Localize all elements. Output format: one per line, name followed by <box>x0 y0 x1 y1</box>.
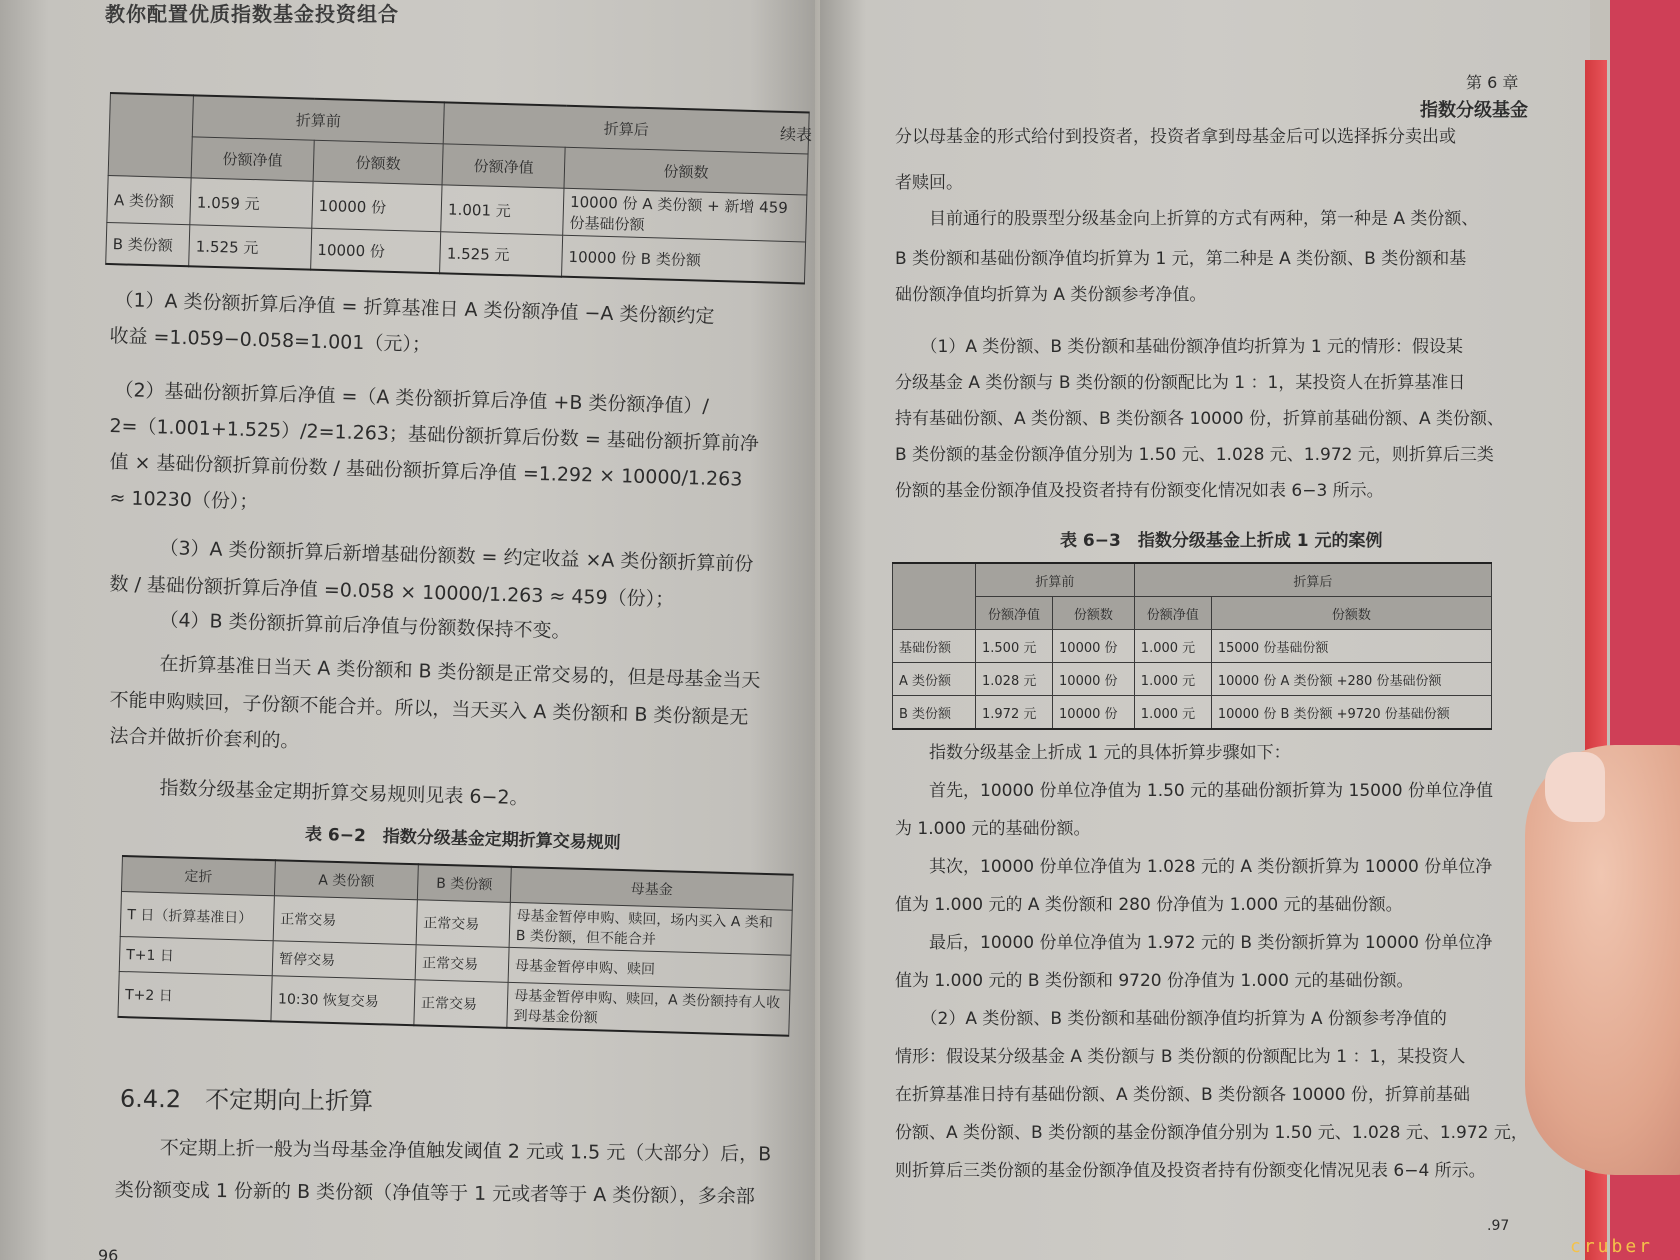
trading-rules-table <box>117 855 793 1037</box>
body-text: （2）A 类份额、B 类份额和基础份额净值均折算为 A 份额参考净值的 <box>895 1009 1447 1029</box>
table-caption: 表 6−2 指数分级基金定期折算交易规则 <box>304 824 621 854</box>
table-cell: 15000 份基础份额 <box>1211 630 1491 663</box>
group-header: 折算前 <box>192 95 444 143</box>
body-text: B 类份额的基金份额净值分别为 1.50 元、1.028 元、1.972 元，则折算后三类 <box>895 445 1494 465</box>
body-text: 指数分级基金上折成 1 元的具体折算步骤如下： <box>895 743 1291 763</box>
body-text: （1）A 类份额折算后净值 = 折算基准日 A 类份额净值 −A 类份额约定 <box>114 288 715 328</box>
group-header: 折算后 <box>443 102 809 154</box>
table-header: 定折 <box>121 856 275 896</box>
table-cell: 母基金暂停申购、赎回，A 类份额持有人收到母基金份额 <box>507 982 790 1035</box>
table-row <box>893 696 1492 730</box>
table-header: 母基金 <box>510 867 793 910</box>
body-text: 值 × 基础份额折算前份数 / 基础份额折算后净值 =1.292 × 10000/1.263 <box>109 450 743 491</box>
table-cell: 10000 份 B 类份额 <box>562 235 806 283</box>
body-text: 指数分级基金定期折算交易规则见表 6−2。 <box>159 776 529 810</box>
sub-header: 份额净值 <box>191 137 314 181</box>
table-cell: 1.059 元 <box>190 178 313 228</box>
table-cell: 暂停交易 <box>272 941 416 980</box>
chapter-number: 第 6 章 <box>1466 73 1519 92</box>
table-cell: 10000 份 B 类份额 +9720 份基础份额 <box>1211 696 1491 730</box>
body-text: 在折算基准日持有基础份额、A 类份额、B 类份额各 10000 份，折算前基础 <box>895 1085 1470 1105</box>
table-cell: 1.000 元 <box>1134 696 1211 730</box>
body-text: 在折算基准日当天 A 类份额和 B 类份额是正常交易的，但是母基金当天 <box>159 652 761 692</box>
table-cell: 1.525 元 <box>189 225 312 270</box>
body-text: 收益 =1.059−0.058=1.001（元）； <box>109 324 432 356</box>
table-caption: 表 6−3 指数分级基金上折成 1 元的案例 <box>1060 531 1383 551</box>
sub-header: 份额净值 <box>442 144 565 188</box>
body-text: 法合并做折价套利的。 <box>109 724 300 753</box>
page-number: 96 <box>98 1246 119 1260</box>
table-cell: 正常交易 <box>273 896 417 945</box>
body-text: ≈ 10230（份）； <box>109 486 259 514</box>
body-text: 为 1.000 元的基础份额。 <box>895 819 1091 839</box>
section-title: 6.4.2 不定期向上折算 <box>119 1084 374 1116</box>
table-cell: 正常交易 <box>414 980 508 1028</box>
table-corner <box>893 563 976 630</box>
body-text: 础份额净值均折算为 A 类份额参考净值。 <box>895 285 1207 305</box>
table-cell: 1.500 元 <box>976 630 1053 663</box>
table-cell: 1.525 元 <box>440 232 563 277</box>
sub-header: 份额净值 <box>1134 597 1211 630</box>
body-text: （1）A 类份额、B 类份额和基础份额净值均折算为 1 元的情形：假设某 <box>895 337 1464 357</box>
body-text: 份额的基金份额净值及投资者持有份额变化情况如表 6−3 所示。 <box>895 481 1384 501</box>
table-cell: 10000 份 <box>1053 663 1135 696</box>
sub-header: 份额净值 <box>976 597 1053 630</box>
body-text: 者赎回。 <box>895 173 963 193</box>
table-cell: 10000 份 A 类份额 +280 份基础份额 <box>1211 663 1491 696</box>
example-table <box>892 562 1492 730</box>
body-text: 数 / 基础份额折算后净值 =0.058 × 10000/1.263 ≈ 459（份）； <box>109 572 675 611</box>
body-text: B 类份额和基础份额净值均折算为 1 元，第二种是 A 类份额、B 类份额和基 <box>895 249 1467 269</box>
table-row <box>893 663 1492 696</box>
table-cell: 10:30 恢复交易 <box>271 976 415 1025</box>
table-cell: 10000 份 <box>310 228 441 273</box>
body-text: （3）A 类份额折算后新增基础份额数 = 约定收益 ×A 类份额折算前份 <box>159 536 754 576</box>
chapter-title: 指数分级基金 <box>1420 100 1528 121</box>
sub-header: 份额数 <box>564 147 808 195</box>
body-text: 情形：假设某分级基金 A 类份额与 B 类份额的份额配比为 1 ：1，某投资人 <box>895 1047 1466 1067</box>
table-cell: 10000 份 <box>1053 696 1135 730</box>
table-header: B 类份额 <box>417 864 511 902</box>
body-text: 则折算后三类份额的基金份额净值及投资者持有份额变化情况见表 6−4 所示。 <box>895 1161 1486 1181</box>
table-cell: 基础份额 <box>893 630 976 663</box>
group-header: 折算前 <box>976 563 1135 597</box>
continued-table <box>105 92 810 284</box>
body-text: 目前通行的股票型分级基金向上折算的方式有两种，第一种是 A 类份额、 <box>895 209 1479 229</box>
body-text: 其次，10000 份单位净值为 1.028 元的 A 类份额折算为 10000 份单位净 <box>895 857 1493 877</box>
sub-header: 份额数 <box>1211 597 1491 630</box>
table-header: A 类份额 <box>274 860 418 899</box>
sub-header: 份额数 <box>1053 597 1135 630</box>
body-text: 值为 1.000 元的 A 类份额和 280 份净值为 1.000 元的基础份额。 <box>895 895 1403 915</box>
table-cell: 1.028 元 <box>976 663 1053 696</box>
body-text: （4）B 类份额折算前后净值与份额数保持不变。 <box>159 608 571 643</box>
table-cell: 正常交易 <box>416 900 510 948</box>
table-cell: B 类份额 <box>106 222 190 266</box>
table-cell: 母基金暂停申购、赎回 <box>508 947 791 990</box>
table-cell: 1.000 元 <box>1134 663 1211 696</box>
body-text: 分以母基金的形式给付到投资者，投资者拿到母基金后可以选择拆分卖出或 <box>895 127 1456 147</box>
table-cell: 1.972 元 <box>976 696 1053 730</box>
body-text: 2=（1.001+1.525）/2=1.263；基础份额折算后份数 = 基础份额折算前净 <box>109 414 760 456</box>
body-text: 最后，10000 份单位净值为 1.972 元的 B 类份额折算为 10000 份单位净 <box>895 933 1493 953</box>
left-page <box>0 0 815 1260</box>
table-cell: 母基金暂停申购、赎回，场内买入 A 类和 B 类份额，但不能合并 <box>509 902 792 955</box>
page-number: .97 <box>1487 1218 1510 1234</box>
table-cell: T+1 日 <box>119 936 273 975</box>
sub-header: 份额数 <box>313 140 444 185</box>
table-cell: B 类份额 <box>893 696 976 730</box>
table-cell: A 类份额 <box>107 175 191 224</box>
watermark-text: cruber <box>1570 1236 1654 1257</box>
body-text: 持有基础份额、A 类份额、B 类份额各 10000 份，折算前基础份额、A 类份额、 <box>895 409 1505 429</box>
table-cell: 正常交易 <box>415 945 509 983</box>
thumbnail-nail <box>1545 752 1605 822</box>
table-cell: 10000 份 A 类份额 + 新增 459 份基础份额 <box>563 188 807 242</box>
body-text: 分级基金 A 类份额与 B 类份额的份额配比为 1 ：1，某投资人在折算基准日 <box>895 373 1466 393</box>
table-cell: 10000 份 <box>312 181 443 232</box>
table-row <box>893 630 1492 663</box>
body-text: 份额、A 类份额、B 类份额的基金份额净值分别为 1.50 元、1.028 元、1.972 元， <box>895 1123 1528 1143</box>
running-header: 教你配置优质指数基金投资组合 <box>105 2 399 26</box>
body-text: （2）基础份额折算后净值 =（A 类份额折算后净值 +B 类份额净值）/ <box>114 378 710 418</box>
table-cell: A 类份额 <box>893 663 976 696</box>
continued-label: 续表 <box>779 124 813 145</box>
group-header: 折算后 <box>1134 563 1491 597</box>
table-cell: 10000 份 <box>1053 630 1135 663</box>
table-cell: T+2 日 <box>118 971 272 1021</box>
body-text: 不能申购赎回，子份额不能合并。所以，当天买入 A 类份额和 B 类份额是无 <box>109 688 749 729</box>
body-text: 不定期上折一般为当母基金净值触发阈值 2 元或 1.5 元（大部分）后，B <box>159 1136 772 1166</box>
table-cell: T 日（折算基准日） <box>120 891 274 940</box>
table-cell: 1.000 元 <box>1134 630 1211 663</box>
body-text: 值为 1.000 元的 B 类份额和 9720 份净值为 1.000 元的基础份额。 <box>895 971 1414 991</box>
body-text: 类份额变成 1 份新的 B 类份额（净值等于 1 元或者等于 A 类份额），多余部 <box>114 1178 755 1208</box>
table-cell: 1.001 元 <box>441 185 564 235</box>
body-text: 首先，10000 份单位净值为 1.50 元的基础份额折算为 15000 份单位净值 <box>895 781 1494 801</box>
table-corner <box>108 93 193 178</box>
